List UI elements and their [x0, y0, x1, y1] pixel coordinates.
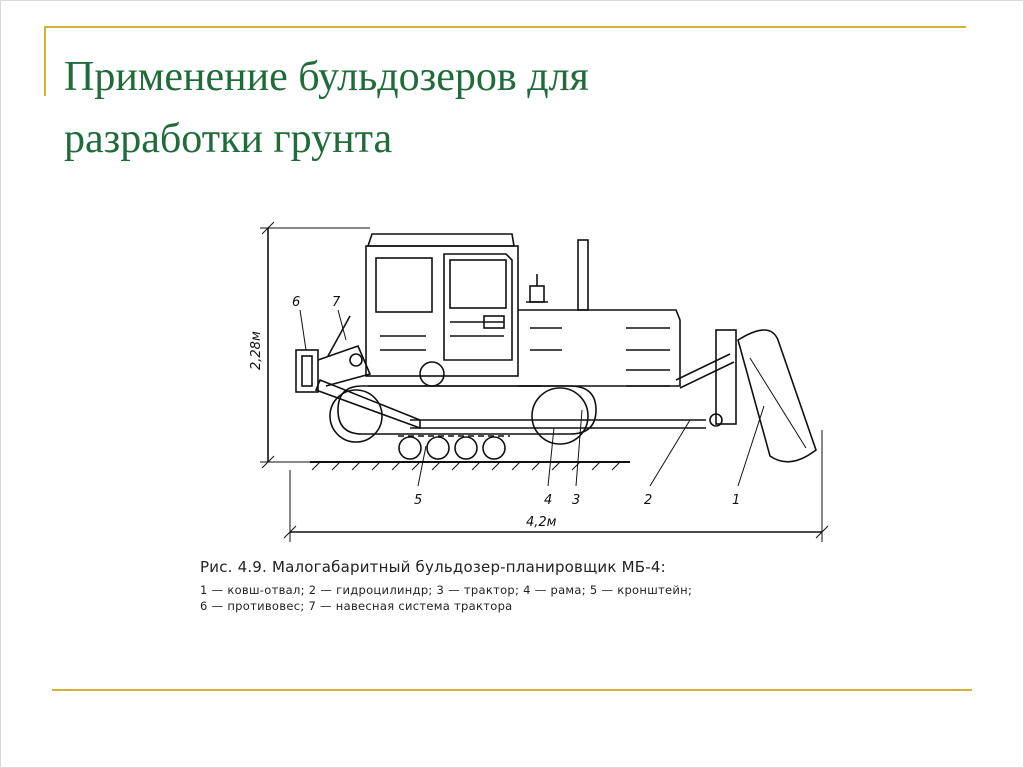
bulldozer-figure [230, 210, 870, 550]
caption-legend [200, 582, 900, 614]
callout-6: 6 [292, 295, 301, 310]
callout-leaders [300, 310, 764, 486]
hydraulic-cylinder [676, 354, 734, 426]
caption-title: Рис. 4.9. Малогабаритный бульдозер-планировщик МБ-4: [200, 558, 666, 576]
length-dimension-label: 4,2м [526, 515, 557, 530]
callout-1: 1 [732, 493, 741, 508]
figure-caption [200, 558, 900, 614]
ground-line [310, 462, 630, 470]
engine-hood [518, 310, 680, 386]
bulldozer-frame [316, 380, 706, 428]
callout-7: 7 [332, 295, 341, 310]
slide-title [64, 46, 924, 170]
slide-title-line-2: разработки грунта [64, 116, 393, 162]
callout-2: 2 [644, 493, 653, 508]
caption-legend-line-1: 1 — ковш-отвал; 2 — гидроцилиндр; 3 — трактор; 4 — рама; 5 — кронштейн; [200, 583, 693, 597]
cab [366, 234, 518, 376]
height-dimension [260, 222, 370, 468]
callout-3: 3 [572, 493, 581, 508]
counterweight [296, 350, 318, 392]
callout-4: 4 [544, 493, 553, 508]
beacon [526, 274, 548, 302]
height-dimension-label: 2,28м [249, 331, 264, 370]
caption-legend-line-2: 6 — противовес; 7 — навесная система трактора [200, 599, 513, 613]
callout-5: 5 [414, 493, 423, 508]
top-rule [44, 26, 966, 28]
blade [716, 330, 816, 462]
bulldozer-drawing [230, 210, 870, 550]
exhaust-pipe [578, 240, 588, 310]
left-rule [44, 26, 46, 96]
tractor-linkage [318, 316, 370, 386]
slide-title-line-1: Применение бульдозеров для [64, 54, 589, 100]
bottom-rule [52, 689, 972, 691]
